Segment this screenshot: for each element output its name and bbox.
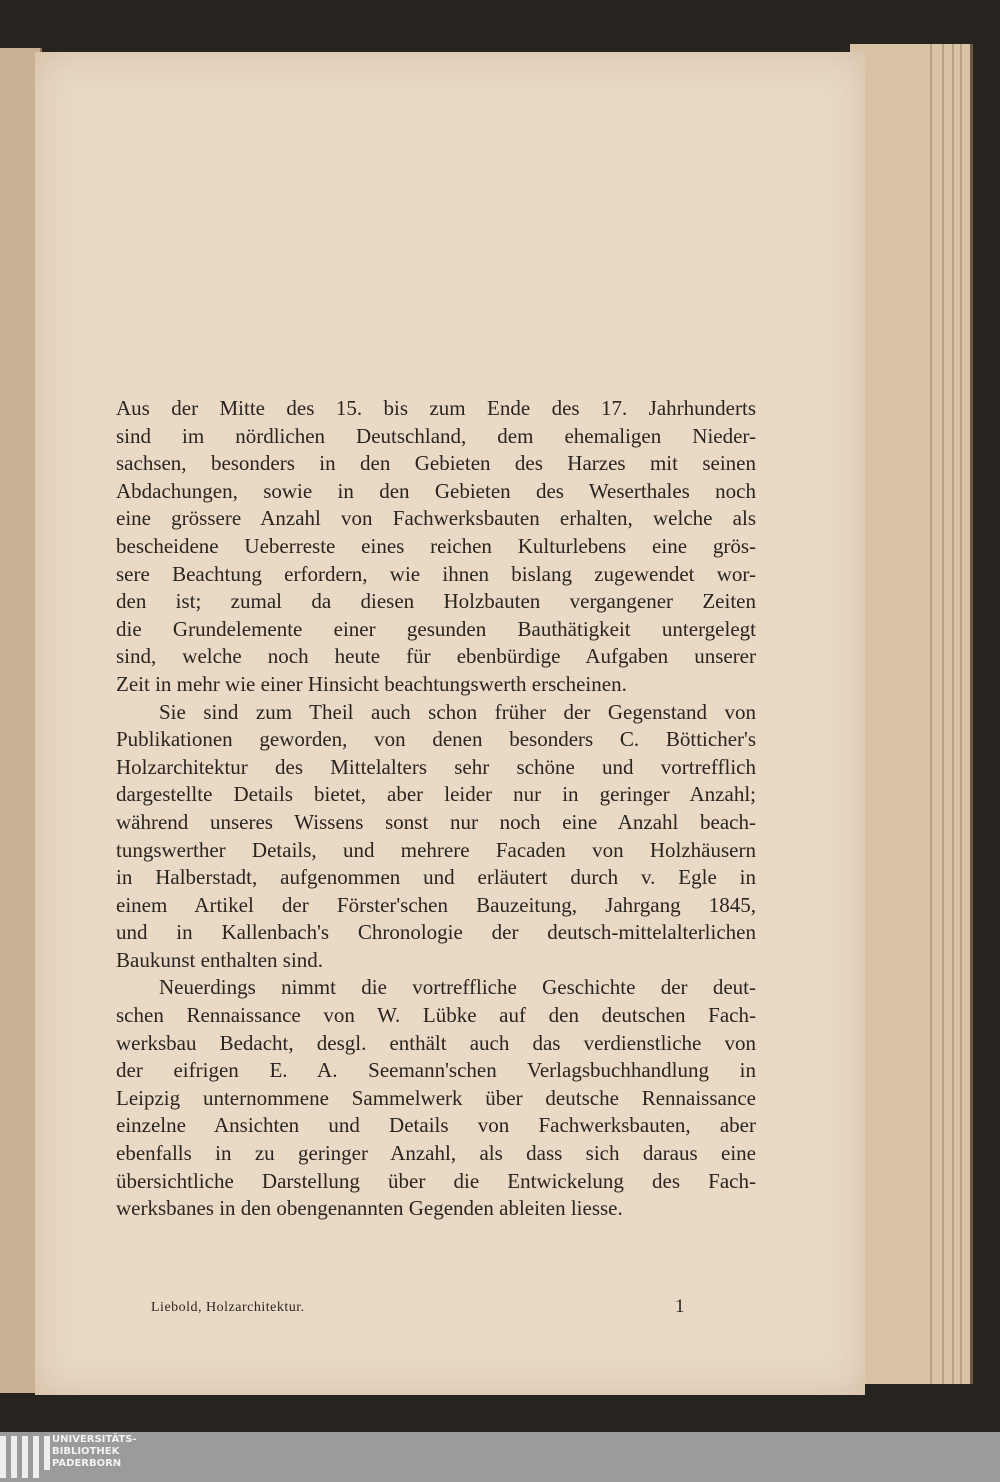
- logo-line: BIBLIOTHEK: [52, 1446, 120, 1457]
- text-line: einem Artikel der Förster'schen Bauzeitung, Jahrgang 1845,: [116, 892, 756, 917]
- text-line: und in Kallenbach's Chronologie der deutsch-mittelalterlichen: [116, 920, 756, 945]
- text-line: der eifrigen E. A. Seemann'schen Verlagsbuchhandlung in: [116, 1058, 756, 1083]
- text-line: Holzarchitektur des Mittelalters sehr schöne und vortrefflich: [116, 754, 756, 779]
- signature-number: 1: [675, 1296, 685, 1317]
- logo-line: UNIVERSITÄTS-: [52, 1434, 137, 1445]
- text-line: ebenfalls in zu geringer Anzahl, als dass sich daraus eine: [116, 1141, 756, 1166]
- text-line: tungswerther Details, und mehrere Facaden von Holzhäusern: [116, 837, 756, 862]
- text-line: schen Rennaissance von W. Lübke auf den deutschen Fach-: [116, 1003, 756, 1028]
- logo-line: PADERBORN: [52, 1458, 122, 1469]
- text-line: einzelne Ansichten und Details von Fachwerksbauten, aber: [116, 1113, 756, 1138]
- text-line: Baukunst enthalten sind.: [116, 947, 324, 972]
- page-body: [116, 395, 756, 1223]
- text-line: die Grundelemente einer gesunden Bauthätigkeit untergelegt: [116, 616, 756, 641]
- text-line: Leipzig unternommene Sammelwerk über deutsche Rennaissance: [116, 1085, 756, 1110]
- text-line: werksbau Bedacht, desgl. enthält auch das verdienstliche von: [116, 1030, 756, 1055]
- text-line: werksbanes in den obengenannten Gegenden ableiten liesse.: [116, 1196, 623, 1221]
- signature-mark: Liebold, Holzarchitektur.: [151, 1300, 305, 1315]
- text-line: sind im nördlichen Deutschland, dem ehemaligen Nieder-: [116, 423, 756, 448]
- text-line: in Halberstadt, aufgenommen und erläutert durch v. Egle in: [116, 865, 756, 890]
- text-line: übersichtliche Darstellung über die Entwickelung des Fach-: [116, 1168, 756, 1193]
- book-page: [35, 52, 865, 1395]
- library-footer-bar: [0, 1432, 1000, 1482]
- paragraph: [116, 974, 756, 1222]
- page-stack: [850, 44, 973, 1384]
- library-logo-icon: [0, 1436, 50, 1478]
- text-line: Aus der Mitte des 15. bis zum Ende des 17. Jahrhunderts: [116, 396, 756, 420]
- text-line: bescheidene Ueberreste eines reichen Kulturlebens eine grös-: [116, 533, 756, 558]
- text-line: eine grössere Anzahl von Fachwerksbauten erhalten, welche als: [116, 506, 756, 531]
- text-line: Zeit in mehr wie einer Hinsicht beachtungswerth erscheinen.: [116, 671, 627, 696]
- paragraph: [116, 699, 756, 975]
- library-logo-text: [52, 1434, 137, 1470]
- text-line: sind, welche noch heute für ebenbürdige Aufgaben unserer: [116, 644, 756, 669]
- text-line: Sie sind zum Theil auch schon früher der Gegenstand von: [159, 699, 756, 724]
- text-line: während unseres Wissens sonst nur noch eine Anzahl beach-: [116, 809, 756, 834]
- paragraph: [116, 395, 756, 699]
- text-line: sere Beachtung erfordern, wie ihnen bislang zugewendet wor-: [116, 561, 756, 586]
- text-line: den ist; zumal da diesen Holzbauten vergangener Zeiten: [116, 589, 756, 614]
- text-line: Publikationen geworden, von denen besonders C. Bötticher's: [116, 727, 756, 752]
- text-line: dargestellte Details bietet, aber leider nur in geringer Anzahl;: [116, 782, 756, 807]
- text-line: sachsen, besonders in den Gebieten des Harzes mit seinen: [116, 451, 756, 476]
- text-line: Abdachungen, sowie in den Gebieten des Weserthales noch: [116, 478, 756, 503]
- text-line: Neuerdings nimmt die vortreffliche Geschichte der deut-: [159, 975, 756, 1000]
